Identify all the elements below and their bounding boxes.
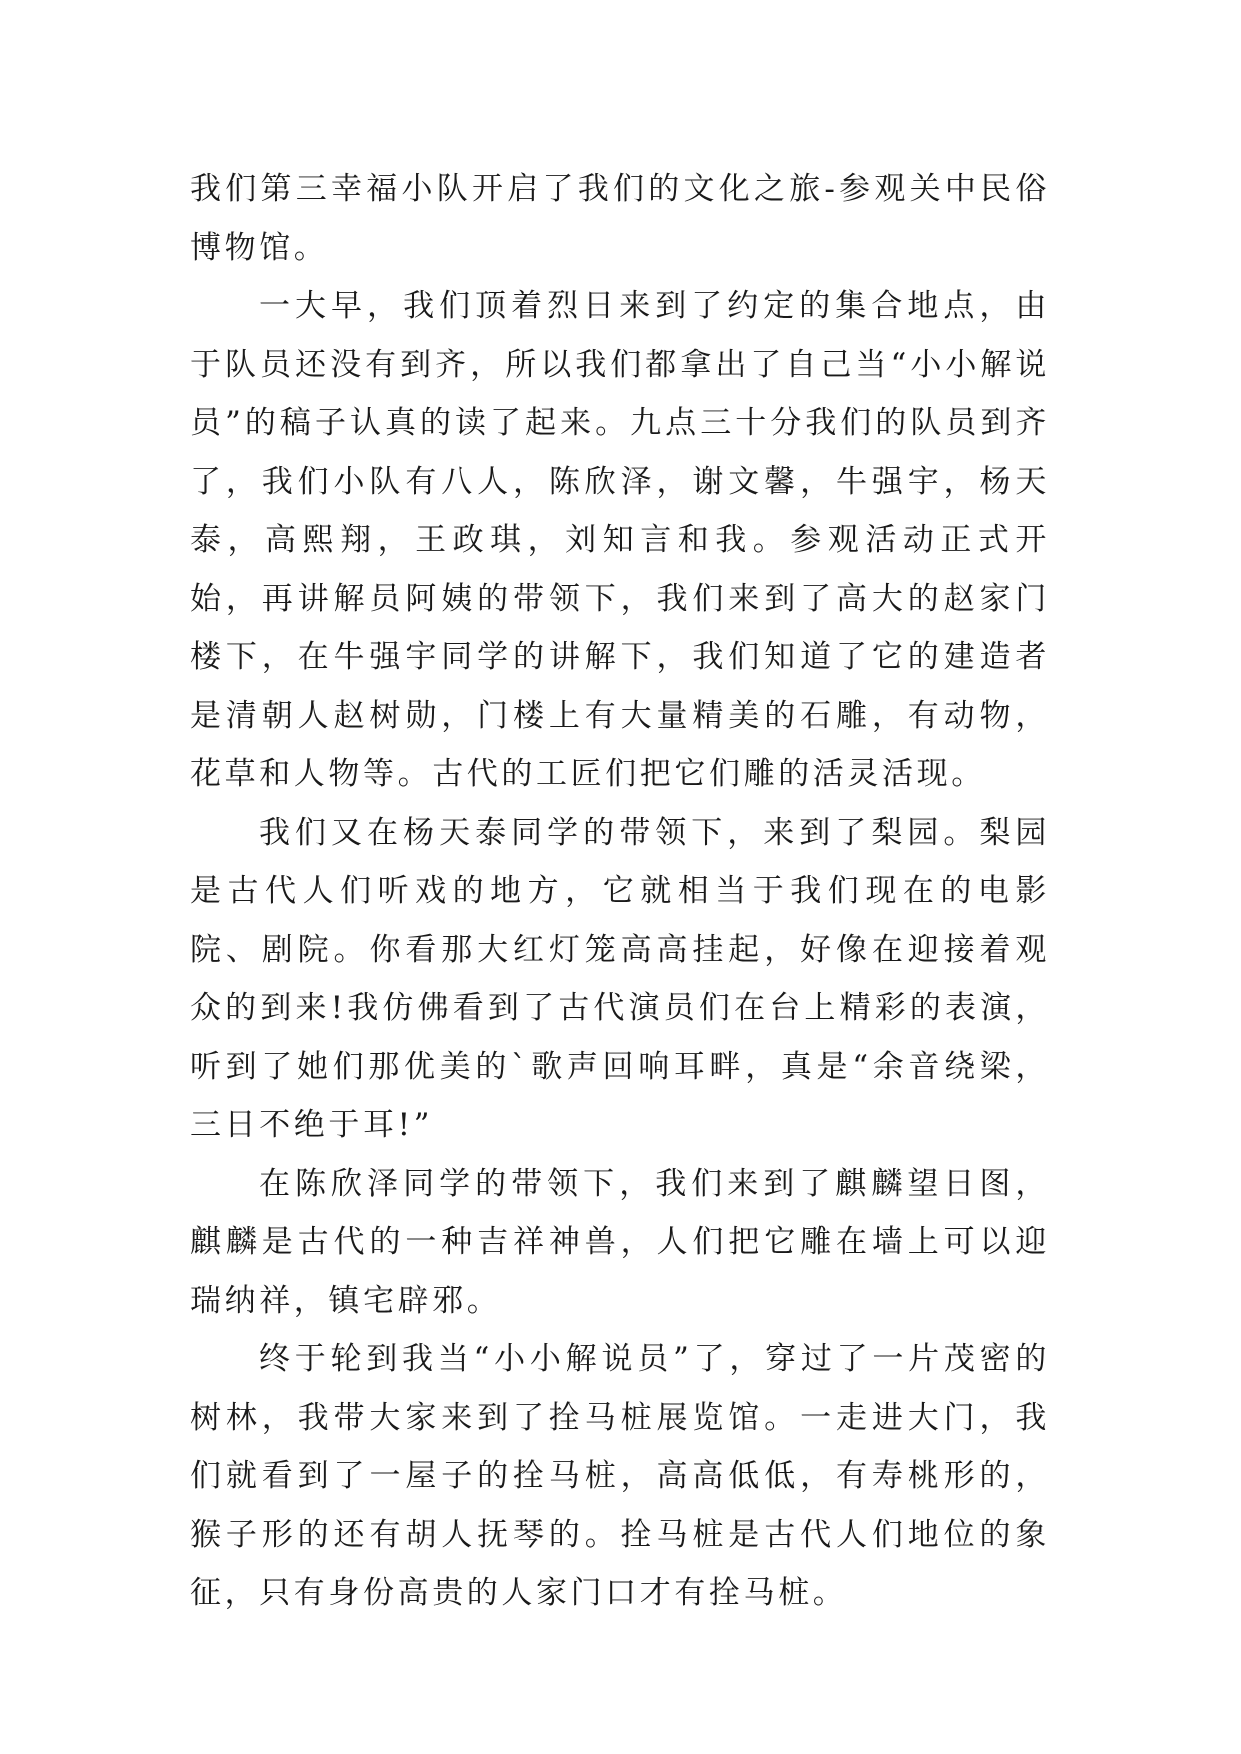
text-line: 们雕的活灵活现。 bbox=[709, 756, 986, 792]
text-line: 稿子认真的读了起来。九点三十分我们的队员到齐了，我们 bbox=[190, 405, 1050, 500]
text-line: 终于轮到我当“小小解说员”了，穿过了一片茂密的树 bbox=[190, 1341, 1050, 1436]
document-body bbox=[190, 160, 1050, 1623]
paragraph-theater bbox=[190, 804, 1050, 1155]
text-line: 在陈欣泽同学的带领下，我们来到了麒麟望日图，麒麟 bbox=[190, 1165, 1050, 1260]
text-line: 镇宅辟邪。 bbox=[328, 1282, 502, 1319]
text-line: 是古代的一种吉祥神兽，人们把它雕在墙上可以迎瑞纳祥， bbox=[190, 1224, 1050, 1319]
text-line: 物馆。 bbox=[224, 229, 329, 266]
paragraph-intro bbox=[190, 160, 1050, 277]
paragraph-hitching-posts bbox=[190, 1330, 1050, 1623]
text-line: 你看那大红灯笼高高挂起，好像在迎接着观众的到来!我仿 bbox=[190, 931, 1050, 1026]
text-line: 王政琪，刘知言和我。参观活动正式开始，再讲解员阿姨的 bbox=[190, 522, 1050, 617]
text-line: 贵的人家门口才有拴马桩。 bbox=[432, 1575, 848, 1611]
text-line: 员还没有到齐，所以我们都拿出了自己当“小小解说员”的 bbox=[190, 346, 1050, 441]
text-line: 有胡人抚琴的。拴马桩是古代人们地位的象征，只有身份高 bbox=[190, 1516, 1050, 1611]
text-line: 林，我带大家来到了拴马桩展览馆。一走进大门，我们就看 bbox=[190, 1399, 1050, 1494]
text-line: 一大早，我们顶着烈日来到了约定的集合地点，由于队 bbox=[190, 288, 1050, 383]
text-line: 小队有八人，陈欣泽，谢文馨，牛强宇，杨天泰，高熙翔， bbox=[190, 463, 1050, 558]
paragraph-gathering bbox=[190, 277, 1050, 804]
text-line: 到了一屋子的拴马桩，高高低低，有寿桃形的，猴子形的还 bbox=[190, 1458, 1050, 1553]
text-line: 代人们听戏的地方，它就相当于我们现在的电影院、剧院。 bbox=[190, 873, 1050, 968]
text-line: 带领下，我们来到了高大的赵家门楼下，在牛强宇同学的讲 bbox=[190, 580, 1050, 675]
text-line: 我们又在杨天泰同学的带领下，来到了梨园。梨园是古 bbox=[190, 814, 1050, 909]
text-line: 量精美的石雕，有动物，花草和人物等。古代的工匠们把它 bbox=[190, 697, 1050, 792]
text-line: 我们第三幸福小队开启了我们的文化之旅-参观关中民俗博 bbox=[190, 171, 1050, 266]
paragraph-qilin bbox=[190, 1155, 1050, 1331]
text-line: 解下，我们知道了它的建造者是清朝人赵树勋，门楼上有大 bbox=[190, 639, 1050, 734]
text-line: 的`歌声回响耳畔，真是“余音绕梁，三日不绝于耳!” bbox=[190, 1048, 1050, 1143]
text-line: 佛看到了古代演员们在台上精彩的表演，听到了她们那优美 bbox=[190, 990, 1050, 1085]
